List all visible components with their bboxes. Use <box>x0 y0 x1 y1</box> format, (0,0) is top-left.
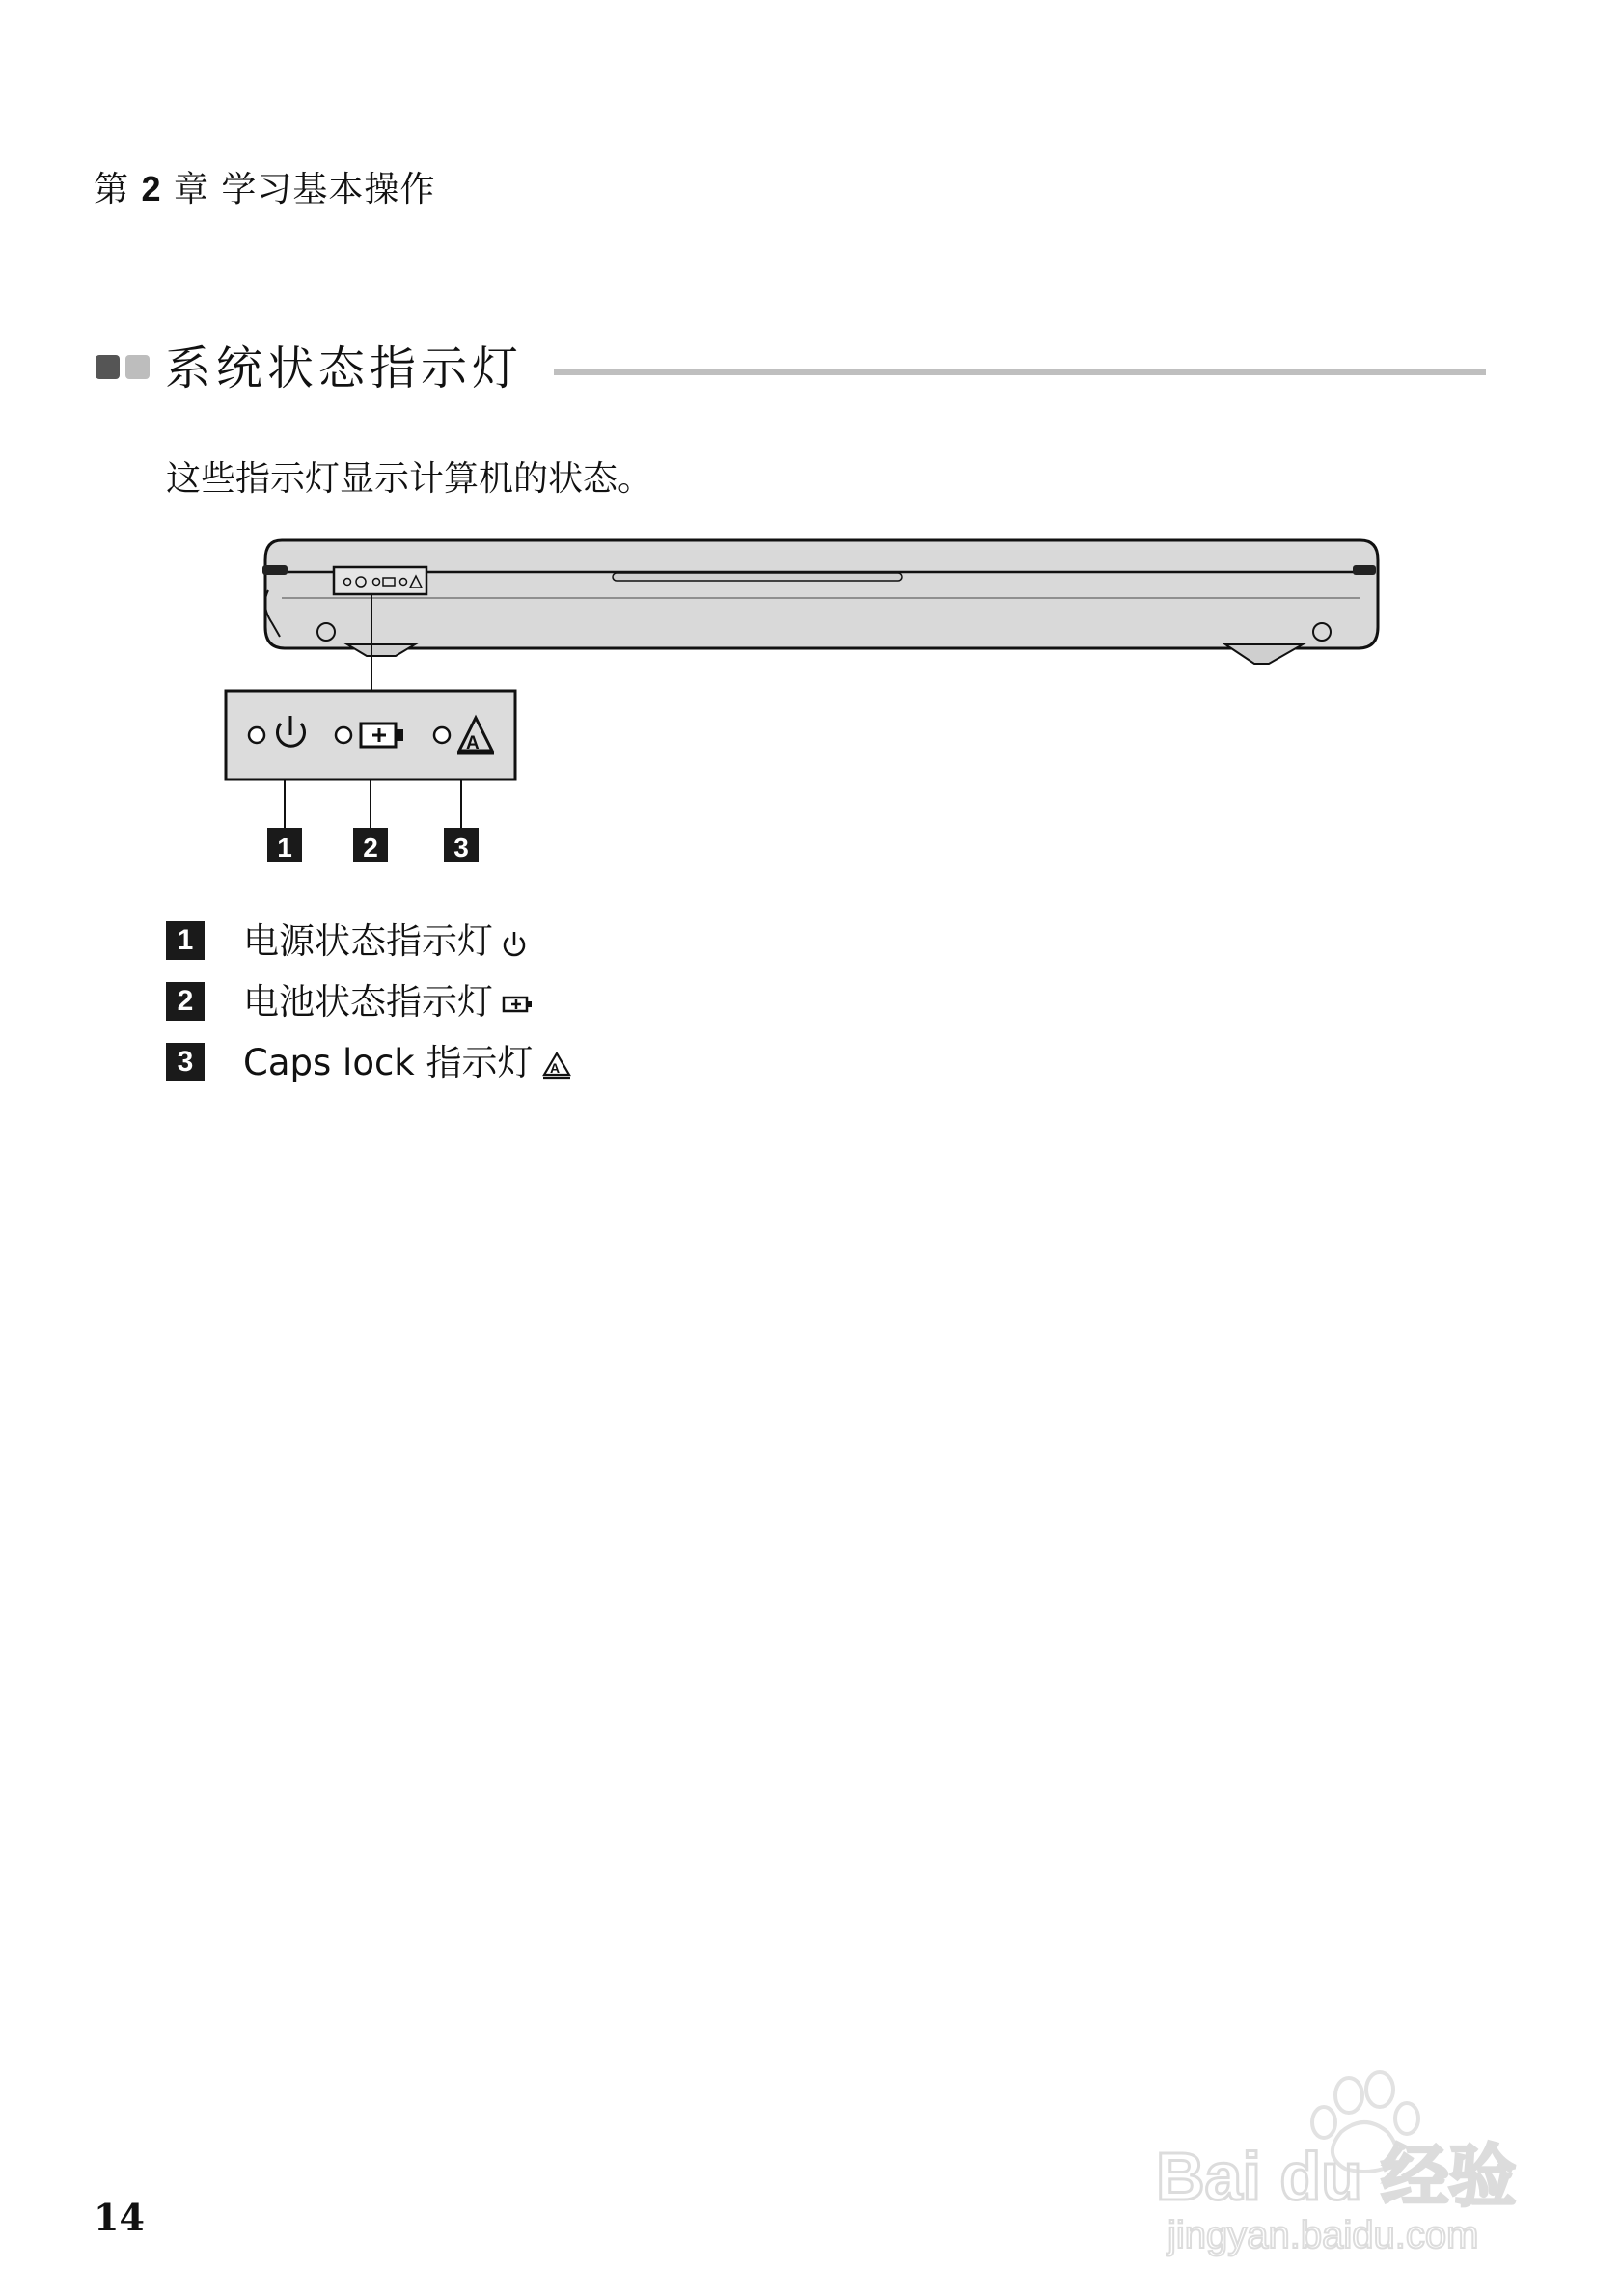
legend-label-2: 电池状态指示灯 <box>243 981 493 1023</box>
svg-text:A: A <box>550 1059 561 1076</box>
legend-label-1: 电源状态指示灯 <box>243 920 493 962</box>
caps-lock-icon <box>540 1050 573 1080</box>
svg-text:1: 1 <box>277 833 292 862</box>
chapter-number: 2 <box>141 169 162 208</box>
legend-badge-1: 1 <box>166 921 205 960</box>
legend-label-3: Caps lock 指示灯 <box>243 1042 534 1083</box>
power-icon <box>501 928 528 959</box>
laptop-front-view <box>262 540 1378 691</box>
svg-text:A: A <box>466 733 480 753</box>
callout-2 <box>353 828 388 862</box>
chapter-title: 章 学习基本操作 <box>173 170 436 209</box>
indicator-zoom-panel <box>226 691 515 862</box>
chapter-prefix: 第 <box>94 170 130 209</box>
baidu-watermark <box>1148 2064 1553 2257</box>
laptop-front-figure <box>0 0 1621 926</box>
callout-3 <box>444 828 479 862</box>
svg-text:3: 3 <box>453 833 469 862</box>
battery-icon <box>361 724 403 747</box>
section-title: 系统状态指示灯 <box>165 342 524 396</box>
page-number: 14 <box>94 2196 145 2239</box>
svg-text:2: 2 <box>363 833 378 862</box>
watermark-url: jingyan.baidu.com <box>1168 2214 1479 2256</box>
legend-badge-2: 2 <box>166 982 205 1021</box>
legend-badge-3: 3 <box>166 1043 205 1081</box>
battery-icon <box>501 993 536 1016</box>
intro-text: 这些指示灯显示计算机的状态。 <box>166 459 653 499</box>
watermark-brand: Bai du 经验 <box>1156 2139 1517 2214</box>
callout-1 <box>267 828 302 862</box>
